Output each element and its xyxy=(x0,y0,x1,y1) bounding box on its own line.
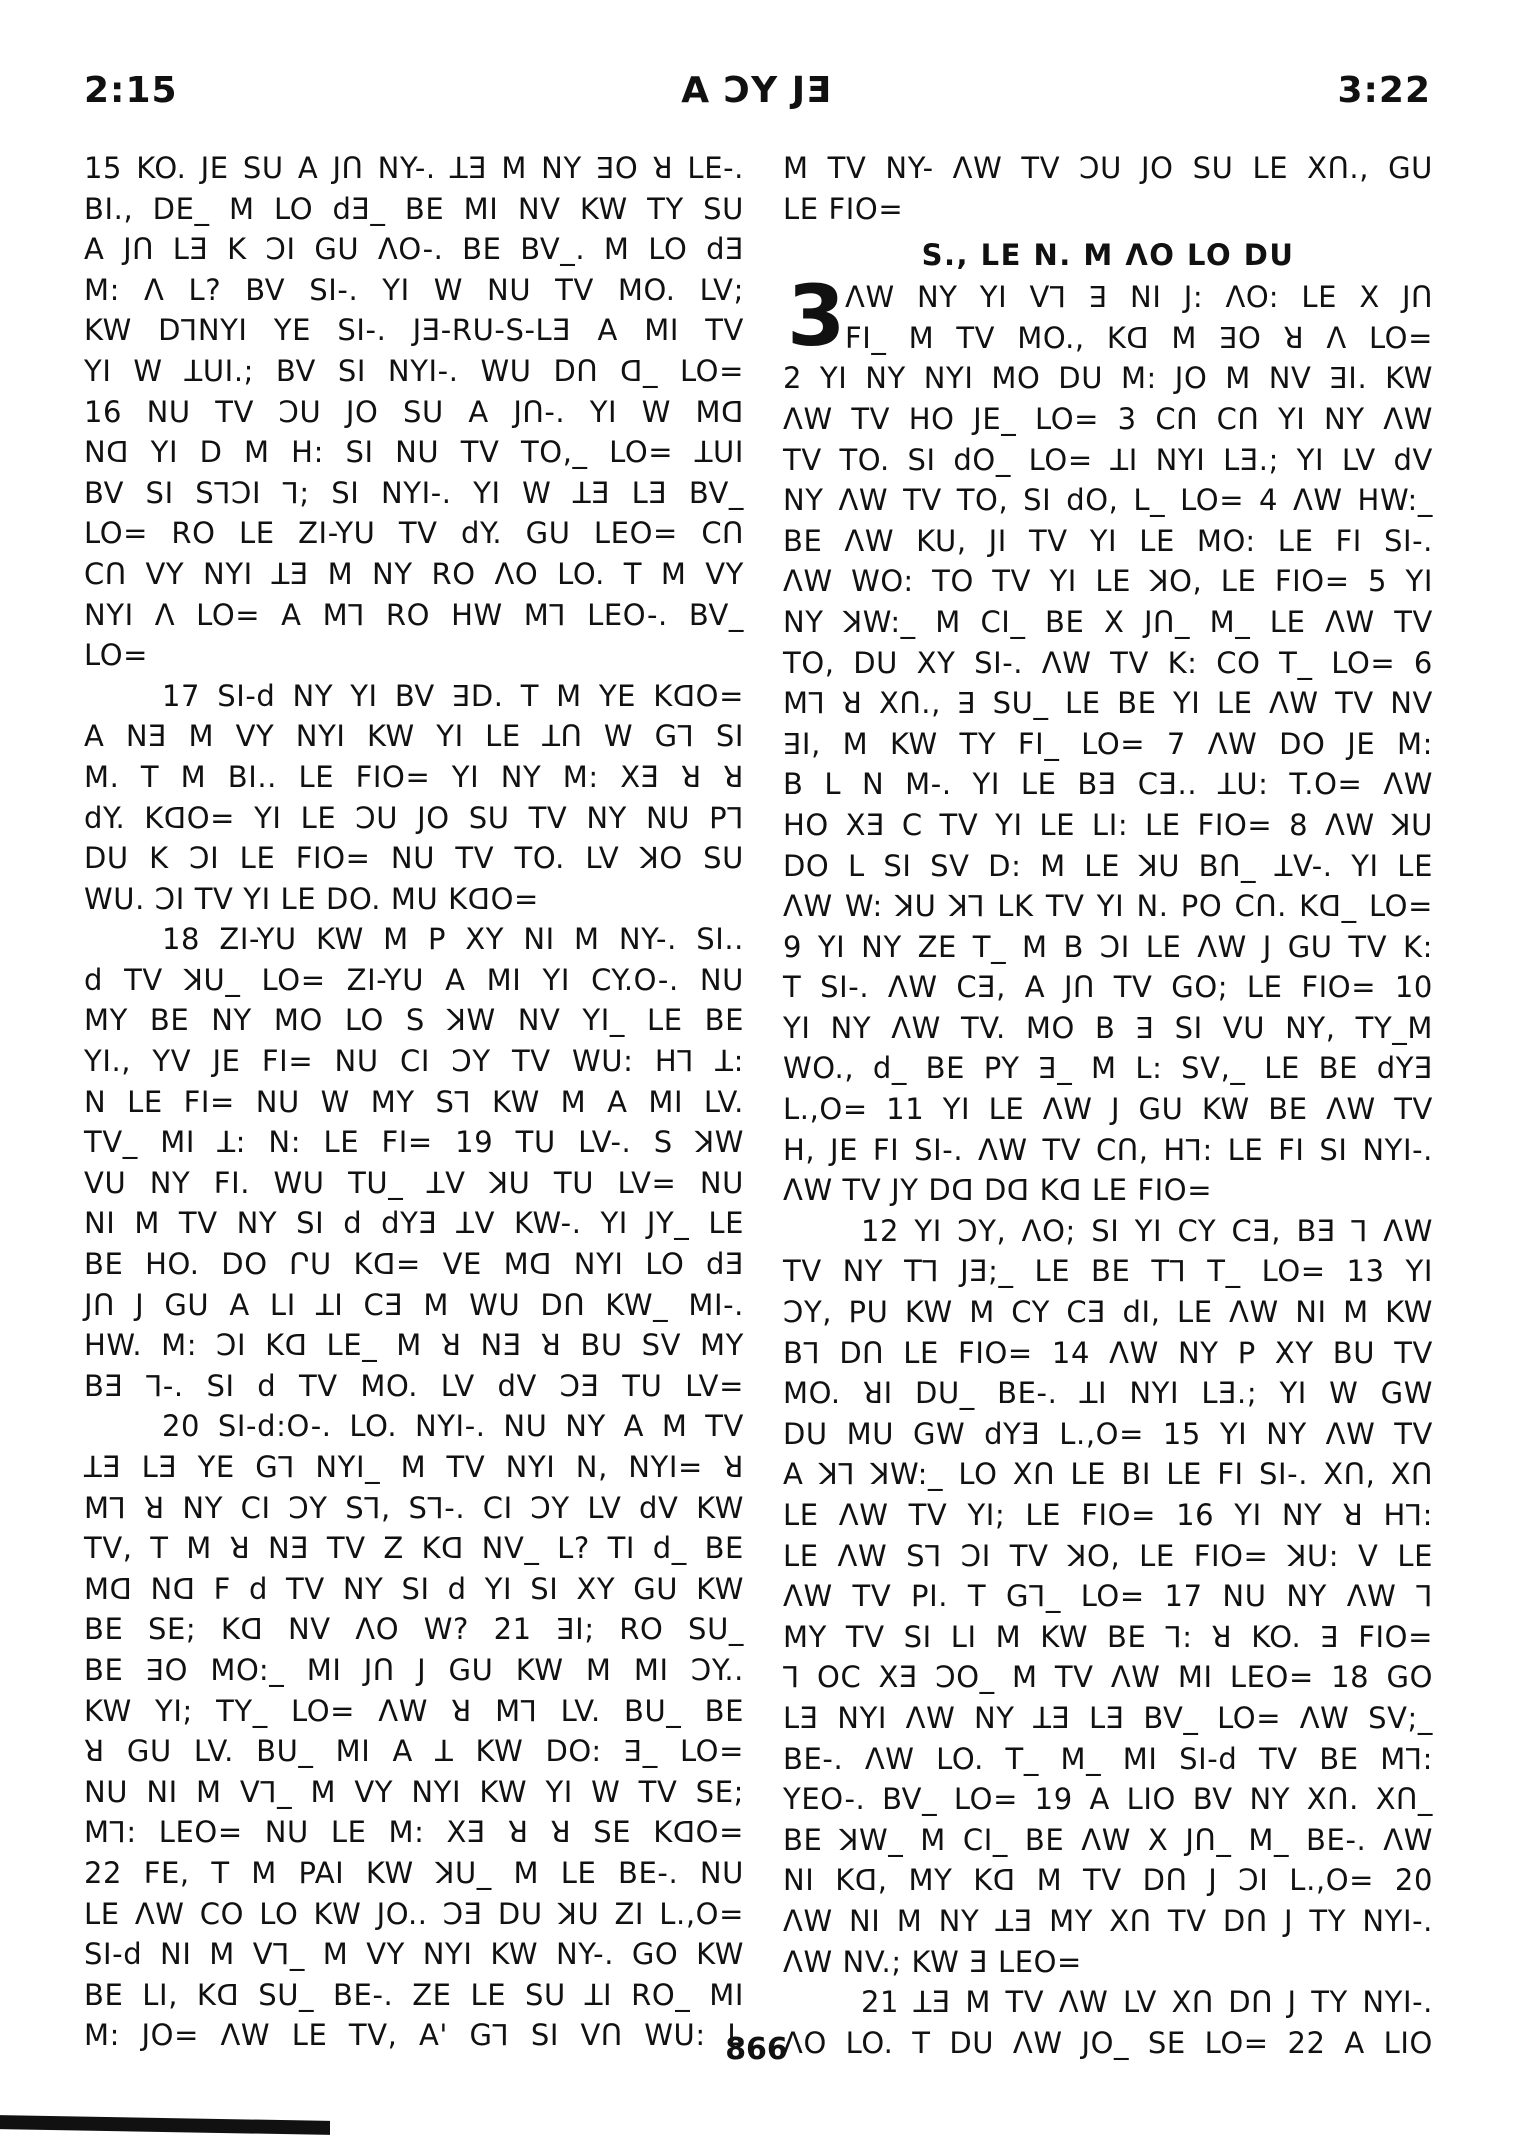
text-line: ꓤ GU LV. BU_ MI A ꓕ KW DO: ꓱ_ LO= xyxy=(84,1734,744,1769)
text-line: LƎ NYI ΛW NY ꓕƎ LƎ BV_ LO= ΛW SV;_ xyxy=(783,1700,1433,1735)
running-head-book-title: A ƆY JƎ xyxy=(681,70,832,111)
text-line: 12 YI ƆY, ΛO; SI YI CY CƎ, BƎ ꓶ ΛW xyxy=(861,1213,1433,1248)
text-line: Mꓷ Nꓷ F d TV NY SI d YI SI XY GU KW xyxy=(84,1571,744,1606)
text-line: NY ꓘW:_ M CI_ BE X JՈ_ M_ LE ΛW TV xyxy=(783,604,1433,639)
text-line: ΛW TV JY Dꓷ Dꓷ Kꓷ LE FIO= xyxy=(783,1173,1213,1208)
text-line: ƆY, PU KW M CY CƎ dI, LE ΛW NI M KW xyxy=(783,1295,1433,1330)
text-line: Mꓶ ꓤ XՈ., ꓱ SU_ LE BE YI LE ΛW TV NV xyxy=(783,686,1433,721)
text-line: LE ΛW Sꓶ ƆI TV ꓘO, LE FIO= ꓘU: V LE xyxy=(783,1538,1433,1573)
text-line: 22 FE, T M PAI KW ꓘU_ M LE BE-. NU xyxy=(84,1855,744,1890)
text-line: ΛW NV.; KW Ǝ LEO= xyxy=(783,1944,1082,1979)
text-line: N LE FI= NU W MY Sꓶ KW M A MI LV. xyxy=(84,1084,744,1119)
text-line: d TV ꓘU_ LO= ZI-YU A MI YI CY.O-. NU xyxy=(84,962,744,997)
text-line: 18 ZI-YU KW M P XY NI M NY-. SI.. xyxy=(162,922,744,957)
text-line: TV_ MI ꓕ: N: LE FI= 19 TU LV-. S ꓘW xyxy=(84,1125,744,1160)
text-line: Mꓶ ꓤ NY CI ƆY Sꓶ, Sꓶ-. CI ƆY LV dV KW xyxy=(84,1490,744,1525)
text-line: ΛW TV PI. T Gꓶ_ LO= 17 NU NY ΛW ꓶ xyxy=(783,1579,1433,1614)
chapter-three-start xyxy=(783,267,1433,2063)
text-line: TV, T M ꓤ NƎ TV Z Kꓷ NV_ L? TI d_ BE xyxy=(84,1531,744,1566)
text-line: ꓱI, M KW TY FI_ LO= 7 ΛW DO JE M: xyxy=(783,726,1433,761)
running-head-left-reference: 2:15 xyxy=(84,70,178,111)
text-line: MY TV SI LI M KW BE ꓶ: ꓤ KO. ꓱ FIO= xyxy=(783,1619,1433,1654)
text-line: HO XƎ C TV YI LE LI: LE FIO= 8 ΛW ꓘU xyxy=(783,807,1433,842)
text-line: BE-. ΛW LO. T_ M_ MI SI-d TV BE Mꓶ: xyxy=(783,1741,1433,1776)
text-line: H, JE FI SI-. ΛW TV CՈ, Hꓶ: LE FI SI NYI-. xyxy=(783,1132,1433,1167)
chapter-three-body xyxy=(783,277,1433,2063)
text-line: NI Kꓷ, MY Kꓷ M TV DՈ J ƆI L.,O= 20 xyxy=(783,1863,1433,1898)
text-line: 17 SI-d NY YI BV ꓱD. T M YE KꓷO= xyxy=(162,678,744,713)
text-line: B L N M-. YI LE BƎ CƎ.. ꓕU: T.O= ΛW xyxy=(783,767,1433,802)
text-line: KW DꓶNYI YE SI-. JƎ-RU-S-LƎ A MI TV xyxy=(84,313,744,348)
text-line: CՈ VY NYI ꓕƎ M NY RO ΛO LO. T M VY xyxy=(84,556,744,591)
text-line: Nꓷ YI D M H: SI NU TV TO,_ LO= ꓕUI xyxy=(84,435,744,470)
text-line: 21 ꓕƎ M TV ΛW LV XՈ DՈ J TY NYI-. xyxy=(861,1985,1433,2020)
left-text-column xyxy=(84,148,744,2056)
text-line: YI W ꓕUI.; BV SI NYI-. WU DՈ ꓷ_ LO= xyxy=(84,353,744,388)
text-line: ΛO LO. T DU ΛW JO_ SE LO= 22 A LIO xyxy=(783,2025,1433,2060)
text-line: BƎ ꓶ-. SI d TV MO. LV dV ƆƎ TU LV= xyxy=(84,1368,744,1403)
text-line: BE SE; Kꓷ NV ΛO W? 21 ꓱI; RO SU_ xyxy=(84,1612,744,1647)
text-line: M: Λ L? BV SI-. YI W NU TV MO. LV; xyxy=(84,272,744,307)
text-line: ꓶ OC XƎ ƆO_ M TV ΛW MI LEO= 18 GO xyxy=(783,1660,1433,1695)
text-line: 15 KO. JE SU A JՈ NY-. ꓕƎ M NY ꓱO ꓤ LE-. xyxy=(84,151,744,185)
text-line: BI., DE_ M LO dƎ_ BE MI NV KW TY SU xyxy=(84,191,744,226)
text-line: LO= RO LE ZI-YU TV dY. GU LEO= CՈ xyxy=(84,516,744,551)
text-line: DU K ƆI LE FIO= NU TV TO. LV ꓘO SU xyxy=(84,841,744,876)
text-line: HW. M: ƆI Kꓷ LE_ M ꓤ NƎ ꓤ BU SV MY xyxy=(84,1328,744,1363)
text-line: ΛW TV HO JE_ LO= 3 CՈ CՈ YI NY ΛW xyxy=(783,401,1433,436)
chapter-number: 3 xyxy=(787,267,847,366)
text-line: MY BE NY MO LO S ꓘW NV YI_ LE BE xyxy=(84,1003,744,1038)
text-line: L.,O= 11 YI LE ΛW J GU KW BE ΛW TV xyxy=(783,1092,1433,1127)
text-line: BE LI, Kꓷ SU_ BE-. ZE LE SU ꓕI RO_ MI xyxy=(84,1977,744,2012)
text-line: DU MU GW dYƎ L.,O= 15 YI NY ΛW TV xyxy=(783,1416,1433,1451)
text-line: M: JO= ΛW LE TV, A' Gꓶ SI VՈ WU: L xyxy=(84,2018,744,2053)
text-line: 9 YI NY ZE T_ M B ƆI LE ΛW J GU TV K: xyxy=(783,929,1433,964)
text-line: A ꓘꓶ ꓘW:_ LO XՈ LE BI LE FI SI-. XՈ, XՈ xyxy=(783,1457,1433,1492)
text-line: TV TO. SI dO_ LO= ꓕI NYI LƎ.; YI LV dV xyxy=(783,442,1433,477)
text-line: A JՈ LƎ K ƆI GU ΛO-. BE BV_. M LO dƎ xyxy=(84,232,744,267)
text-line: YI NY ΛW TV. MO B ꓱ SI VU NY, TY_M xyxy=(783,1010,1433,1045)
text-line: NI M TV NY SI d dYƎ ꓕV KW-. YI JY_ LE xyxy=(84,1206,744,1241)
scan-edge-mark xyxy=(0,2115,330,2135)
running-head-right-reference: 3:22 xyxy=(1337,70,1431,111)
text-line: A NƎ M VY NYI KW YI LE ꓕՈ W Gꓶ SI xyxy=(84,719,744,754)
text-line: ΛW W: ꓘU ꓘꓶ LK TV YI N. PO CՈ. Kꓷ_ LO= xyxy=(783,889,1433,924)
text-line: ꓕƎ LƎ YE Gꓶ NYI_ M TV NYI N, NYI= ꓤ xyxy=(84,1450,744,1484)
text-line: BV SI SꓶƆI ꓶ; SI NYI-. YI W ꓕƎ LƎ BV_ xyxy=(84,475,744,510)
text-line: FI_ M TV MO., Kꓷ M ꓱO ꓤ Λ LO= xyxy=(845,320,1433,355)
text-line: BE ꓱO MO:_ MI JՈ J GU KW M MI ƆY.. xyxy=(84,1652,744,1687)
text-line: 20 SI-d:O-. LO. NYI-. NU NY A M TV xyxy=(162,1409,744,1444)
text-line: TO, DU XY SI-. ΛW TV K: CO T_ LO= 6 xyxy=(783,645,1433,680)
text-line: NYI Λ LO= A Mꓶ RO HW Mꓶ LEO-. BV_ xyxy=(84,597,744,632)
text-line: Mꓶ: LEO= NU LE M: XƎ ꓤ ꓤ SE KꓷO= xyxy=(84,1815,744,1850)
text-line: LE FIO= xyxy=(783,191,904,226)
text-line: JՈ J GU A LI ꓕI CƎ M WU DՈ KW_ MI-. xyxy=(84,1287,744,1322)
text-line: KW YI; TY_ LO= ΛW ꓤ Mꓶ LV. BU_ BE xyxy=(84,1693,744,1728)
text-line: SI-d NI M Vꓶ_ M VY NYI KW NY-. GO KW xyxy=(84,1937,744,1972)
text-line: DO L SI SV D: M LE ꓘU BՈ_ ꓕV-. YI LE xyxy=(783,848,1433,883)
text-line: ΛW WO: TO TV YI LE ꓘO, LE FIO= 5 YI xyxy=(783,564,1433,599)
text-line: Bꓶ DՈ LE FIO= 14 ΛW NY P XY BU TV xyxy=(783,1335,1433,1370)
text-line: NU NI M Vꓶ_ M VY NYI KW YI W TV SE; xyxy=(84,1774,744,1809)
text-line: 16 NU TV ƆU JO SU A JՈ-. YI W Mꓷ xyxy=(84,394,744,429)
text-line: BE ꓘW_ M CI_ BE ΛW X JՈ_ M_ BE-. ΛW xyxy=(783,1822,1433,1857)
text-line: BE ΛW KU, JI TV YI LE MO: LE FI SI-. xyxy=(783,523,1433,558)
text-line: YI., YV JE FI= NU CI ƆY TV WU: Hꓶ ꓕ: xyxy=(84,1044,744,1079)
right-text-column xyxy=(783,148,1433,2063)
text-line: T SI-. ΛW CƎ, A JՈ TV GO; LE FIO= 10 xyxy=(783,970,1433,1005)
text-line: LE ΛW CO LO KW JO.. ƆƎ DU ꓘU ZI L.,O= xyxy=(84,1896,744,1931)
text-line: M. T M BI.. LE FIO= YI NY M: XƎ ꓤ ꓤ xyxy=(84,759,744,794)
page-number: 866 xyxy=(725,2032,788,2067)
text-line: ΛW NY YI Vꓶ ꓱ NI J: ΛO: LE X JՈ xyxy=(845,280,1433,315)
text-line: WO., d_ BE PY ꓱ_ M L: SV,_ LE BE dYƎ xyxy=(783,1051,1433,1086)
text-line: dY. KꓷO= YI LE ƆU JO SU TV NY NU Pꓶ xyxy=(84,800,744,835)
text-line: TV NY Tꓶ JƎ;_ LE BE Tꓶ T_ LO= 13 YI xyxy=(783,1254,1433,1289)
section-heading: S., LE N. M ΛO LO DU xyxy=(921,238,1295,273)
text-line: BE HO. DO ՐU Kꓷ= VE Mꓷ NYI LO dƎ xyxy=(84,1247,744,1282)
text-line: ΛW NI M NY ꓕƎ MY XՈ TV DՈ J TY NYI-. xyxy=(783,1903,1433,1938)
text-line: NY ΛW TV TO, SI dO, L_ LO= 4 ΛW HW:_ xyxy=(783,483,1433,518)
text-line: LO= xyxy=(84,638,149,673)
text-line: YEO-. BV_ LO= 19 A LIO BV NY XՈ. XՈ_ xyxy=(783,1782,1433,1817)
text-line: 2 YI NY NYI MO DU M: JO M NV ꓱI. KW xyxy=(783,361,1433,396)
text-line: MO. ꓤI DU_ BE-. ꓕI NYI LƎ.; YI W GW xyxy=(783,1376,1433,1411)
chapter-two-ending xyxy=(783,148,1433,229)
text-line: LE ΛW TV YI; LE FIO= 16 YI NY ꓤ Hꓶ: xyxy=(783,1498,1433,1532)
text-line: M TV NY- ΛW TV ƆU JO SU LE XՈ., GU xyxy=(783,151,1433,185)
text-line: VU NY FI. WU TU_ ꓕV ꓘU TU LV= NU xyxy=(84,1165,744,1200)
text-line: WU. ƆI TV YI LE DO. MU KꓷO= xyxy=(84,881,539,916)
